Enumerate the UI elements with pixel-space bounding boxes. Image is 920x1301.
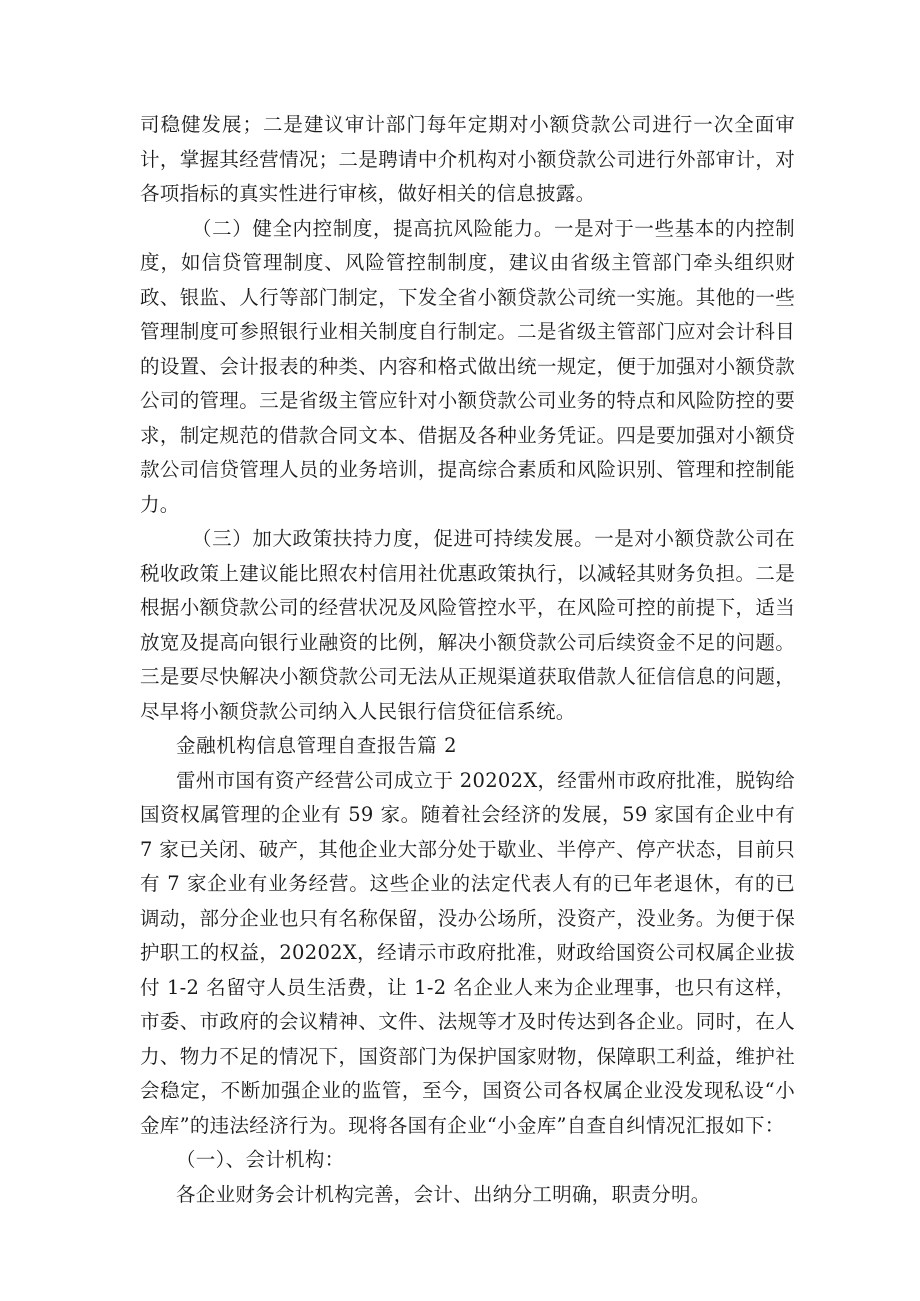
subheading-accounting-institution: （一）、会计机构： bbox=[176, 1148, 345, 1171]
section-heading-report-2: 金融机构信息管理自查报告篇 2 bbox=[176, 734, 458, 757]
paragraph-internal-control: （二）健全内控制度，提高抗风险能力。一是对于一些基本的内控制度，如信贷管理制度、风险管控制制度，建议由省级主管部门牵头组织财政、银监、人行等部门制定，下发全省小额贷款公司统一实施。其他的一些管理制度可参照银行业相关制度自行制定。二是省级主管部门应对会计科目的设置、会计报表的种类、内容和格式做出统一规定，便于加强对小额贷款公司的管理。三是省级主管应针对小额贷款公司业务的特点和风险防控的要求，制定规范的借款合同文本、借据及各种业务凭证。四是要加强对小额贷款公司信贷管理人员的业务培训，提高综合素质和风险识别、管理和控制能力。 bbox=[140, 216, 795, 516]
paragraph-policy-support: （三）加大政策扶持力度，促进可持续发展。一是对小额贷款公司在税收政策上建议能比照农村信用社优惠政策执行，以减轻其财务负担。二是根据小额贷款公司的经营状况及风险管控水平，在风险可控的前提下，适当放宽及提高向银行业融资的比例，解决小额贷款公司后续资金不足的问题。三是要尽快解决小额贷款公司无法从正规渠道获取借款人征信信息的问题，尽早将小额贷款公司纳入人民银行信贷征信系统。 bbox=[140, 527, 795, 723]
document-body bbox=[140, 108, 795, 1212]
paragraph-accounting-detail: 各企业财务会计机构完善，会计、出纳分工明确，职责分明。 bbox=[176, 1182, 711, 1206]
paragraph-leizhou-overview: 雷州市国有资产经营公司成立于 20202X，经雷州市政府批准，脱钩给国资权属管理的企业有 59 家。随着社会经济的发展，59 家国有企业中有 7 家已关闭、破产，其他企业大部分处于歇业、半停产、停产状态，目前只有 7 家企业有业务经营。这些企业的法定代表人有的已年老退休，有的已调动，部分企业也只有名称保留，没办公场所，没资产，没业务。为便于保护职工的权益，20202X，经请示市政府批准，财政给国资公司权属企业拔付 1-2 名留守人员生活费，让 1-2 名企业人来为企业理事，也只有这样，市委、市政府的会议精神、文件、法规等才及时传达到各企业。同时，在人力、物力不足的情况下，国资部门为保护国家财物，保障职工利益，维护社会稳定，不断加强企业的监管，至今，国资公司各权属企业没发现私设“小金库”的违法经济行为。现将各国有企业“小金库”自查自纠情况汇报如下： bbox=[140, 768, 795, 1137]
paragraph-audit-continuation: 司稳健发展；二是建议审计部门每年定期对小额贷款公司进行一次全面审计，掌握其经营情况；二是聘请中介机构对小额贷款公司进行外部审计，对各项指标的真实性进行审核，做好相关的信息披露。 bbox=[140, 113, 795, 205]
